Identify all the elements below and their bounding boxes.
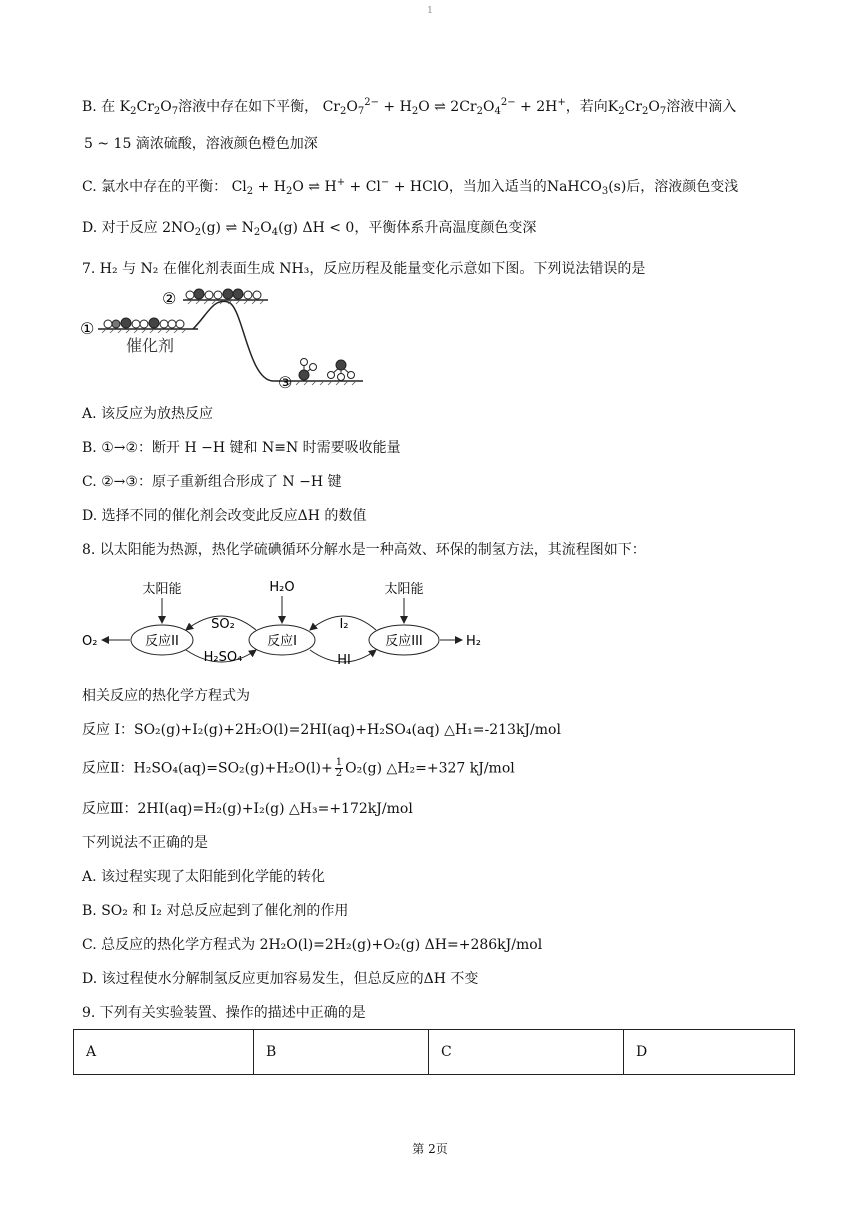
- i2-label: I₂: [339, 617, 349, 632]
- label-state-1: ①: [80, 319, 95, 338]
- q9-options-table: [73, 1029, 795, 1075]
- q7-option-d: D. 选择不同的催化剂会改变此反应ΔH 的数值: [82, 508, 367, 524]
- q8-option-b: B. SO₂ 和 I₂ 对总反应起到了催化剂的作用: [82, 903, 349, 919]
- h2-label: H₂: [466, 634, 481, 649]
- reaction-2-label: 反应II: [145, 634, 179, 649]
- q6-option-d: D. 对于反应 $2NO_2(g)$ ⇌ $N_2O_4(g) \Delta H < 0$，平衡体系升高温度颜色变深: [82, 220, 537, 238]
- q8-equation-3: 反应Ⅲ：2HI(aq)=H₂(g)+I₂(g) △H₃=+172kJ/mol: [82, 801, 413, 817]
- h2so4-label: H₂SO₄: [203, 650, 243, 665]
- q8-equation-1: 反应 I：SO₂(g)+I₂(g)+2H₂O(l)=2HI(aq)+H₂SO₄(aq) △H₁=-213kJ/mol: [82, 722, 561, 738]
- header-mark: 1: [427, 6, 433, 16]
- q9-stem: 9. 下列有关实验装置、操作的描述中正确的是: [82, 1005, 366, 1021]
- q8-ask: 下列说法不正确的是: [82, 835, 208, 851]
- reaction-1-label: 反应I: [267, 634, 297, 649]
- label-catalyst: 催化剂: [126, 336, 175, 355]
- energy-curve: [193, 301, 278, 381]
- table-row: [74, 1030, 795, 1075]
- sulfur-iodine-cycle-flowchart: [78, 574, 498, 674]
- q6-option-b-line2: 5 ~ 15 滴浓硫酸，溶液颜色橙色加深: [84, 136, 318, 152]
- q6-option-c: C. 氯水中存在的平衡： $Cl_2 + H_2O$ ⇌ H+ + Cl− + HClO，当加入适当的NaHCO$_3$(s)后，溶液颜色变浅: [82, 177, 739, 197]
- state-3-ammonia: [299, 359, 355, 381]
- q8-option-a: A. 该过程实现了太阳能到化学能的转化: [82, 869, 326, 885]
- q8-stem: 8. 以太阳能为热源，热化学硫碘循环分解水是一种高效、环保的制氢方法，其流程图如下：: [82, 542, 646, 558]
- q7-option-a: A. 该反应为放热反应: [82, 406, 214, 422]
- q8-intro: 相关反应的热化学方程式为: [82, 688, 250, 704]
- so2-label: SO₂: [211, 617, 235, 632]
- reaction-energy-diagram: [78, 284, 378, 394]
- h2o-label: H₂O: [269, 580, 295, 595]
- q7-stem: 7. H₂ 与 N₂ 在催化剂表面生成 NH₃，反应历程及能量变化示意如下图。下列说法错误的是: [82, 261, 646, 277]
- o2-label: O₂: [82, 634, 98, 649]
- state-1-molecules: [104, 318, 184, 328]
- q6-option-b: B. 在 $K_2Cr_2O_7$溶液中存在如下平衡， $Cr_2O_7^{2-} + H_2O$ ⇌ $2Cr_2O_4^{2-} + 2H^+$，若向$K_2Cr_2O_7$溶液中滴入: [82, 97, 737, 117]
- page-number: 第 2页: [412, 1142, 448, 1156]
- label-state-2: ②: [162, 289, 177, 308]
- sun-left-label: 太阳能: [142, 582, 182, 597]
- q8-equation-2: 反应Ⅱ：H₂SO₄(aq)=SO₂(g)+H₂O(l)+ $\frac{1}{2}$ O₂(g) △H₂=+327 kJ/mol: [82, 757, 515, 779]
- q8-option-d: D. 该过程使水分解制氢反应更加容易发生，但总反应的ΔH 不变: [82, 971, 479, 987]
- table-cell-c: C: [429, 1030, 624, 1075]
- table-cell-a: A: [74, 1030, 254, 1075]
- table-cell-b: B: [254, 1030, 429, 1075]
- q7-option-c: C. ②→③：原子重新组合形成了 N −H 键: [82, 474, 342, 490]
- label-state-3: ③: [278, 373, 293, 392]
- table-cell-d: D: [624, 1030, 795, 1075]
- q7-option-b: B. ①→②：断开 H −H 键和 N≡N 时需要吸收能量: [82, 440, 401, 456]
- state-2-atoms: [186, 289, 261, 299]
- q8-option-c: C. 总反应的热化学方程式为 2H₂O(l)=2H₂(g)+O₂(g) ΔH=+286kJ/mol: [82, 937, 543, 953]
- sun-right-label: 太阳能: [384, 582, 424, 597]
- fraction-half: $\frac{1}{2}$: [335, 757, 343, 779]
- hi-label: HI: [337, 653, 351, 668]
- reaction-3-label: 反应III: [385, 634, 423, 649]
